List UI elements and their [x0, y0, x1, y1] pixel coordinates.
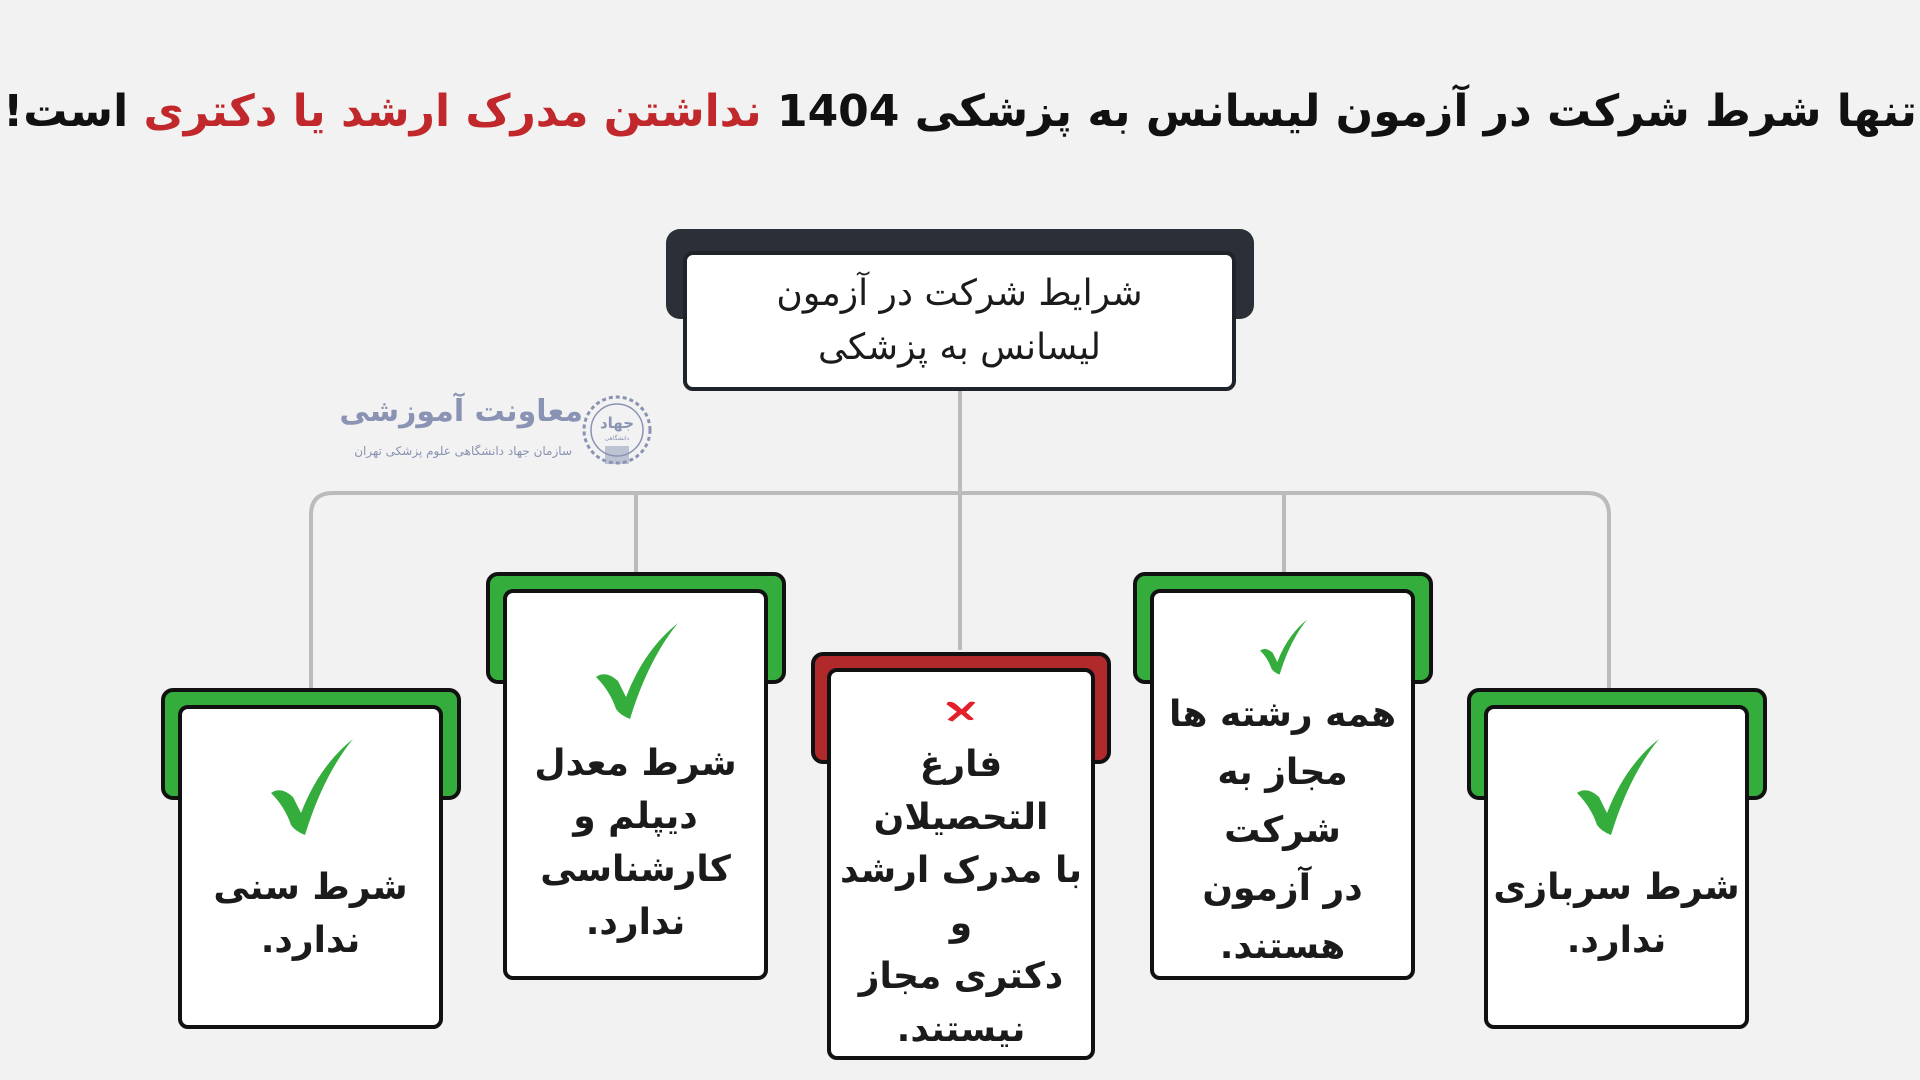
cross-icon: [896, 700, 1026, 722]
root-line-1: شرایط شرکت در آزمون: [776, 273, 1143, 314]
node-4-box: [503, 589, 768, 980]
node-5-box: [178, 705, 443, 1029]
title-part1: تنها شرط شرکت در آزمون لیسانس به پزشکی 1404: [776, 86, 1917, 137]
node-2-line-3: در آزمون: [1202, 868, 1363, 909]
logo-subtitle: سازمان جهاد دانشگاهی علوم پزشکی تهران: [354, 444, 572, 458]
root-line-2: لیسانس به پزشکی: [818, 327, 1101, 368]
node-4-line-2: دیپلم و: [573, 796, 698, 837]
node-2-box: [1150, 589, 1415, 980]
node-2-line-4: هستند.: [1219, 926, 1346, 967]
node-4-line-1: شرط معدل: [534, 743, 737, 784]
check-icon: [1567, 731, 1667, 841]
gear-emblem-icon: [579, 390, 655, 472]
node-1-line-2: ندارد.: [1566, 920, 1667, 961]
check-icon: [261, 731, 361, 841]
root-box: [683, 251, 1236, 391]
node-3-line-3: دکتری مجاز: [858, 956, 1064, 997]
check-icon: [586, 615, 686, 725]
node-5-line-1: شرط سنی: [213, 867, 408, 908]
node-4-line-4: ندارد.: [585, 902, 686, 943]
node-4-line-3: کارشناسی: [540, 849, 731, 890]
node-1-line-1: شرط سربازی: [1493, 867, 1740, 908]
organization-logo: [339, 390, 655, 472]
emblem-text: جهاد: [599, 414, 635, 432]
title-part3: است!: [3, 86, 129, 137]
node-2-line-1: همه رشته ها: [1168, 694, 1397, 735]
node-1-box: [1484, 705, 1749, 1029]
check-icon: [1233, 615, 1333, 678]
node-3-line-2: با مدرک ارشد و: [839, 850, 1083, 944]
node-3-box: [827, 668, 1095, 1060]
title-highlight: نداشتن مدرک ارشد یا دکتری: [143, 86, 762, 137]
node-3-line-4: نیستند.: [896, 1009, 1026, 1050]
emblem-small-text: دانشگاهی: [604, 435, 630, 442]
node-5-line-2: ندارد.: [260, 920, 361, 961]
node-3-line-1: فارغ التحصیلان: [873, 744, 1049, 838]
node-2-line-2: مجاز به شرکت: [1217, 752, 1348, 851]
logo-name: معاونت آموزشی: [339, 394, 583, 429]
